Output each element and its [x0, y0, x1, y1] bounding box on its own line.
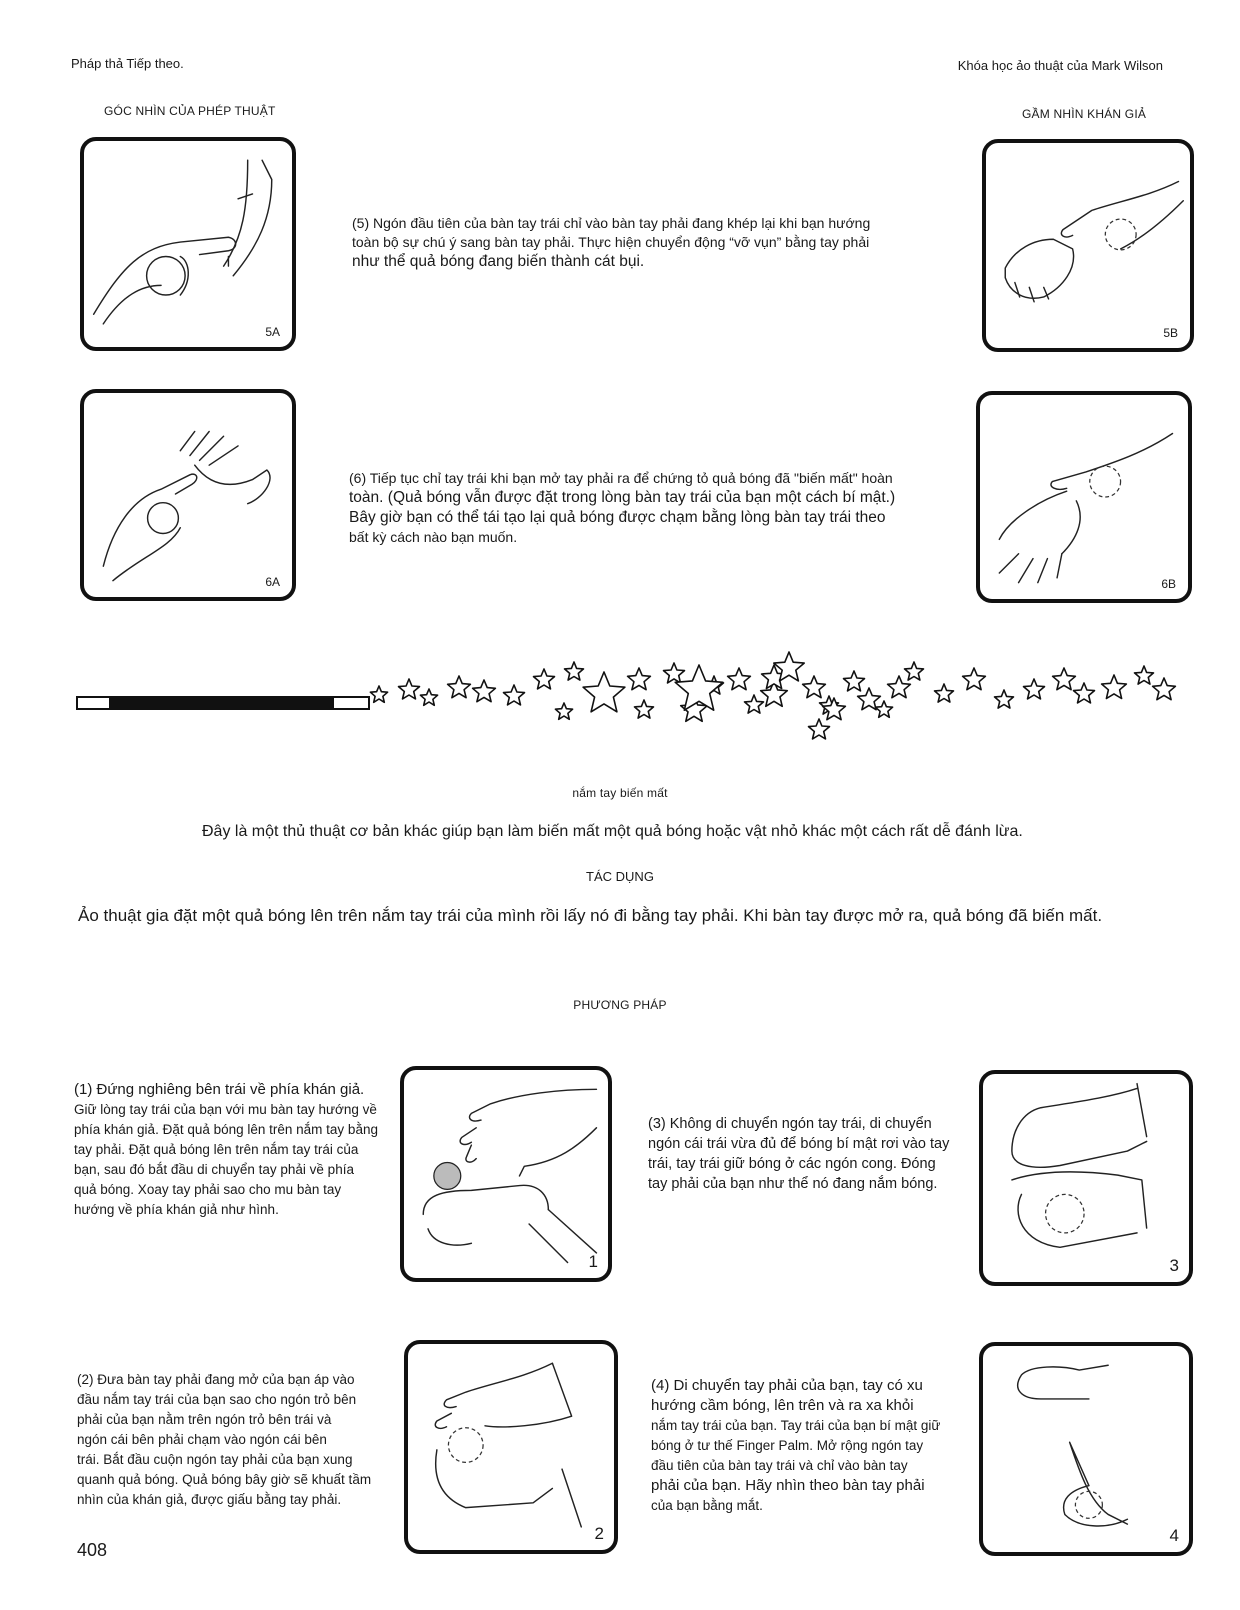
wand-stars-divider — [74, 650, 1204, 760]
running-header-left: Pháp thả Tiếp theo. — [71, 56, 184, 71]
effect-heading: TÁC DỤNG — [586, 869, 654, 884]
method-step-4-text — [651, 1376, 981, 1516]
method-step-line: ngón cái bên phải chạm vào ngón cái bên — [77, 1432, 327, 1447]
hand-illustration-icon — [980, 395, 1188, 599]
hand-illustration-icon — [983, 1074, 1189, 1282]
star-icon — [664, 663, 685, 683]
hand-illustration-icon — [84, 141, 292, 347]
method-step-line: nhìn của khán giả, được giấu bằng tay phải. — [77, 1492, 342, 1507]
figure-2 — [404, 1340, 618, 1554]
method-step-line: hướng về phía khán giả như hình. — [74, 1202, 279, 1217]
star-icon — [995, 690, 1014, 708]
method-step-line: tay phải của bạn như thể nó đang nắm bóng. — [648, 1176, 938, 1192]
hand-illustration-icon — [408, 1344, 614, 1550]
star-icon — [370, 686, 387, 702]
figure-label: 6A — [265, 575, 280, 589]
hand-illustration-icon — [983, 1346, 1189, 1552]
method-step-line: quanh quả bóng. Quả bóng bây giờ sẽ khuất tầm — [77, 1472, 372, 1487]
method-step-line: tay phải. Đặt quả bóng lên trên nắm tay trái của — [74, 1142, 359, 1157]
method-step-line: Giữ lòng tay trái của bạn với mu bàn tay hướng về — [74, 1102, 377, 1117]
star-icon — [583, 672, 625, 712]
step-6-line: Bây giờ bạn có thể tái tạo lại quả bóng được chạm bằng lòng bàn tay trái theo — [349, 509, 886, 526]
method-step-line: trái. Bắt đầu cuộn ngón tay phải của bạn xung — [77, 1452, 353, 1467]
star-icon — [745, 695, 764, 713]
method-step-3-text — [648, 1114, 988, 1194]
star-icon — [628, 668, 651, 690]
step-6-line: (6) Tiếp tục chỉ tay trái khi bạn mở tay phải ra để chứng tỏ quả bóng đã "biến mất" hoàn — [349, 470, 893, 486]
figure-6b — [976, 391, 1192, 603]
star-icon — [875, 701, 892, 717]
figure-4 — [979, 1342, 1193, 1556]
star-icon — [420, 689, 437, 705]
method-step-line: nắm tay trái của bạn. Tay trái của bạn bí mật giữ — [651, 1418, 941, 1433]
figure-3 — [979, 1070, 1193, 1286]
star-icon — [803, 676, 826, 698]
hand-illustration-icon — [84, 393, 292, 597]
method-step-line: trái, tay trái giữ bóng ở các ngón cong. Đóng — [648, 1156, 936, 1172]
method-step-line: hướng cầm bóng, lên trên và ra xa khỏi — [651, 1397, 914, 1414]
figure-number: 4 — [1169, 1526, 1179, 1545]
method-step-1-text — [74, 1080, 394, 1220]
figure-5b — [982, 139, 1194, 352]
method-step-line: (2) Đưa bàn tay phải đang mở của bạn áp vào — [77, 1372, 355, 1387]
section-intro: Đây là một thủ thuật cơ bản khác giúp bạn làm biến mất một quả bóng hoặc vật nhỏ khác một cách rất dễ đánh lừa. — [202, 823, 1023, 840]
star-icon — [1135, 666, 1154, 684]
star-icon — [399, 679, 420, 699]
star-icon — [534, 669, 555, 689]
method-step-line: của bạn bằng mắt. — [651, 1498, 763, 1513]
running-header-right: Khóa học ảo thuật của Mark Wilson — [957, 58, 1163, 73]
star-icon — [935, 684, 954, 702]
figure-label: 5B — [1163, 326, 1178, 340]
figure-1 — [400, 1066, 612, 1282]
method-heading: PHƯƠNG PHÁP — [573, 998, 667, 1012]
step-6-line: toàn. (Quả bóng vẫn được đặt trong lòng bàn tay trái của bạn một cách bí mật.) — [349, 489, 896, 506]
method-step-line: (3) Không di chuyển ngón tay trái, di chuyển — [648, 1116, 932, 1132]
effect-text: Ảo thuật gia đặt một quả bóng lên trên nắm tay trái của mình rồi lấy nó đi bằng tay phải. Khi bàn tay được mở ra, quả bóng đã biến mất. — [78, 906, 1103, 925]
method-step-line: phải của bạn. Hãy nhìn theo bàn tay phải — [651, 1477, 925, 1494]
star-icon — [728, 668, 751, 690]
method-step-line: phía khán giả. Đặt quả bóng lên trên nắm tay bằng — [74, 1122, 378, 1137]
method-step-line: quả bóng. Xoay tay phải sao cho mu bàn tay — [74, 1182, 342, 1197]
step-5-line: như thể quả bóng đang biến thành cát bụi. — [352, 253, 645, 270]
figure-number: 2 — [594, 1524, 604, 1543]
star-icon — [504, 685, 525, 705]
star-icon — [1153, 678, 1176, 700]
method-step-line: phải của bạn nằm trên ngón trỏ bên trái và — [77, 1412, 332, 1427]
star-icon — [888, 676, 911, 698]
star-icon — [844, 671, 865, 691]
method-step-line: ngón cái trái vừa đủ để bóng bí mật rơi vào tay — [648, 1136, 950, 1152]
figure-number: 3 — [1169, 1256, 1179, 1275]
step-5-line: (5) Ngón đầu tiên của bàn tay trái chỉ vào bàn tay phải đang khép lại khi bạn hướng — [352, 215, 871, 231]
star-icon — [905, 662, 924, 680]
star-icon — [555, 703, 572, 719]
step-5-text — [352, 214, 932, 272]
star-icon — [448, 676, 471, 698]
figure-number: 1 — [588, 1252, 598, 1271]
star-icon — [963, 668, 986, 690]
method-step-2-text — [77, 1370, 397, 1510]
star-icon — [1053, 668, 1076, 690]
figure-label: 5A — [265, 325, 280, 339]
hand-illustration-icon — [986, 143, 1190, 348]
star-icon — [1024, 679, 1045, 699]
method-step-line: (4) Di chuyển tay phải của bạn, tay có xu — [651, 1377, 923, 1394]
star-icon — [635, 700, 654, 718]
method-step-line: bóng ở tư thế Finger Palm. Mở rộng ngón tay — [651, 1438, 924, 1453]
page-number: 408 — [77, 1540, 108, 1560]
star-icon — [809, 719, 830, 739]
step-6-text — [349, 469, 929, 547]
star-icon — [1102, 675, 1127, 699]
hand-illustration-icon — [404, 1070, 608, 1278]
section-title: nắm tay biến mất — [572, 786, 668, 800]
figure-6a — [80, 389, 296, 601]
method-step-1-lead: (1) Đứng nghiêng bên trái về phía khán giả. — [74, 1081, 365, 1098]
audience-view-label: GẦM NHÌN KHÁN GIẢ — [1022, 107, 1147, 121]
star-icon — [473, 680, 496, 702]
method-step-line: đầu nắm tay trái của bạn sao cho ngón trỏ bên — [77, 1392, 357, 1407]
method-step-line: bạn, sau đó bắt đầu di chuyển tay phải về phía — [74, 1162, 354, 1177]
figure-5a — [80, 137, 296, 351]
step-6-line: bất kỳ cách nào bạn muốn. — [349, 529, 518, 545]
step-5-line: toàn bộ sự chú ý sang bàn tay phải. Thực hiện chuyển động “vỡ vụn” bằng tay phải — [352, 234, 870, 250]
figure-label: 6B — [1161, 577, 1176, 591]
magician-view-label: GÓC NHÌN CỦA PHÉP THUẬT — [104, 104, 276, 118]
star-icon — [565, 662, 584, 680]
method-step-line: đầu tiên của bàn tay trái và chỉ vào bàn tay — [651, 1458, 908, 1473]
star-icon — [1074, 683, 1095, 703]
